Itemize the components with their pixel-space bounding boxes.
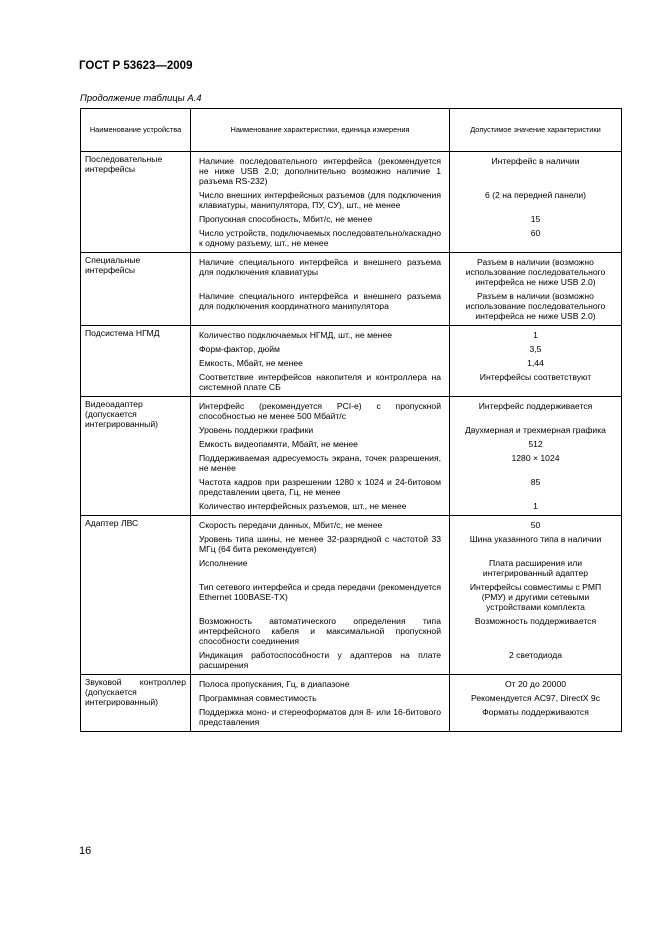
values-cell	[450, 152, 622, 253]
header-value: Допустимое значение характеристики	[450, 109, 622, 152]
value-text: 6 (2 на передней панели)	[485, 190, 586, 200]
value-text: Разъем в наличии (возможно использование последовательного интерфейса не ниже USB 2.0)	[465, 257, 606, 288]
characteristic-text: Скорость передачи данных, Мбит/с, не менее	[199, 520, 383, 530]
characteristics-cell	[191, 675, 450, 732]
characteristics-cell	[191, 516, 450, 675]
values-cell	[450, 516, 622, 675]
value-text: От 20 до 20000	[504, 679, 567, 689]
header-device: Наименование устройства	[81, 109, 191, 152]
values-cell	[450, 397, 622, 516]
values-cell	[450, 675, 622, 732]
characteristic-text: Исполнение	[199, 558, 248, 568]
table-row	[81, 253, 622, 326]
value-text: 512	[528, 439, 543, 449]
characteristic-text: Количество подключаемых НГМД, шт., не менее	[199, 330, 393, 340]
characteristic-text: Пропускная способность, Мбит/с, не менее	[199, 214, 373, 224]
characteristic-text: Тип сетевого интерфейса и среда передачи (рекомендуется Ethernet 100BASE-TX)	[199, 582, 441, 603]
table-row	[81, 397, 622, 516]
device-cell: Подсистема НГМД	[81, 326, 191, 397]
table-caption: Продолжение таблицы А.4	[80, 93, 202, 104]
characteristic-text: Форм-фактор, дюйм	[199, 344, 280, 354]
characteristic-text: Емкость видеопамяти, Мбайт, не менее	[199, 439, 358, 449]
characteristics-cell	[191, 152, 450, 253]
table-row	[81, 675, 622, 732]
characteristic-text: Индикация работоспособности у адаптеров на плате расширения	[199, 650, 441, 671]
value-text: 1,44	[527, 358, 544, 368]
characteristics-cell	[191, 397, 450, 516]
spec-table	[80, 108, 622, 732]
value-text: 1	[533, 330, 538, 340]
characteristic-text: Количество интерфейсных разъемов, шт., не менее	[199, 501, 407, 511]
value-text: 50	[530, 520, 541, 530]
value-text: Двухмерная и трехмерная графика	[465, 425, 606, 435]
characteristic-text: Наличие последовательного интерфейса (рекомендуется не ниже USB 2.0; дополнительно возможно наличие 1 разъема RS-232)	[199, 156, 441, 187]
device-cell: Видеоадаптер (допускается интегрированный)	[81, 397, 191, 516]
values-cell	[450, 326, 622, 397]
characteristic-text: Число внешних интерфейсных разъемов (для подключения клавиатуры, манипулятора, ПУ, СУ), шт., не менее	[199, 190, 441, 211]
table-row	[81, 326, 622, 397]
characteristics-cell	[191, 326, 450, 397]
table-header-row	[81, 109, 622, 152]
value-text: 1280 × 1024	[511, 453, 560, 463]
value-text: 2 светодиода	[508, 650, 563, 660]
value-text: 3,5	[529, 344, 542, 354]
characteristic-text: Число устройств, подключаемых последовательно/каскадно к одному разъему, шт., не менее	[199, 228, 441, 249]
characteristic-text: Наличие специального интерфейса и внешнего разъема для подключения координатного манипулятора	[199, 291, 441, 312]
value-text: Интерфейсы соответствуют	[479, 372, 592, 382]
table-row	[81, 516, 622, 675]
characteristic-text: Интерфейс (рекомендуется PCI-e) с пропускной способностью не менее 500 Мбайт/с	[199, 401, 441, 422]
value-text: 60	[530, 228, 541, 238]
characteristic-text: Емкость, Мбайт, не менее	[199, 358, 303, 368]
characteristic-text: Поддержка моно- и стереоформатов для 8- или 16-битового представления	[199, 707, 441, 728]
value-text: Рекомендуется AC97, DirectX 9c	[471, 693, 600, 703]
value-text: Шина указанного типа в наличии	[469, 534, 602, 544]
page-number: 16	[79, 845, 92, 857]
device-cell: Звуковой контроллер (допускается интегрированный)	[81, 675, 191, 732]
characteristic-text: Полоса пропускания, Гц, в диапазоне	[199, 679, 350, 689]
table-body	[81, 152, 622, 732]
characteristic-text: Поддерживаемая адресуемость экрана, точек разрешения, не менее	[199, 453, 441, 474]
characteristic-text: Наличие специального интерфейса и внешнего разъема для подключения клавиатуры	[199, 257, 441, 278]
device-cell: Адаптер ЛВС	[81, 516, 191, 675]
value-text: Форматы поддерживаются	[482, 707, 589, 717]
characteristic-text: Возможность автоматического определения типа интерфейсного кабеля и максимальной пропускной способности соединения	[199, 616, 441, 647]
value-text: 85	[530, 477, 541, 487]
device-cell: Последовательные интерфейсы	[81, 152, 191, 253]
device-cell: Специальные интерфейсы	[81, 253, 191, 326]
characteristics-cell	[191, 253, 450, 326]
characteristic-text: Уровень поддержки графики	[199, 425, 314, 435]
characteristic-text: Уровень типа шины, не менее 32-разрядной с частотой 33 МГц (64 бита рекомендуется)	[199, 534, 441, 555]
value-text: 1	[533, 501, 538, 511]
value-text: Интерфейс в наличии	[491, 156, 580, 166]
table-row	[81, 152, 622, 253]
value-text: Разъем в наличии (возможно использование последовательного интерфейса не ниже USB 2.0)	[465, 291, 606, 322]
values-cell	[450, 253, 622, 326]
value-text: Возможность поддерживается	[474, 616, 597, 626]
characteristic-text: Частота кадров при разрешении 1280 x 1024 и 24-битовом представлении цвета, Гц, не менее	[199, 477, 441, 498]
value-text: 15	[530, 214, 541, 224]
document-header: ГОСТ Р 53623—2009	[79, 60, 193, 72]
characteristic-text: Программная совместимость	[199, 693, 317, 703]
value-text: Интерфейс поддерживается	[478, 401, 593, 411]
characteristic-text: Соответствие интерфейсов накопителя и контроллера на системной плате СБ	[199, 372, 441, 393]
header-characteristic: Наименование характеристики, единица измерения	[191, 109, 450, 152]
value-text: Плата расширения или интегрированный адаптер	[482, 558, 589, 579]
value-text: Интерфейсы совместимы с РМП (РМУ) и другими сетевыми устройствами комплекта	[469, 582, 602, 613]
